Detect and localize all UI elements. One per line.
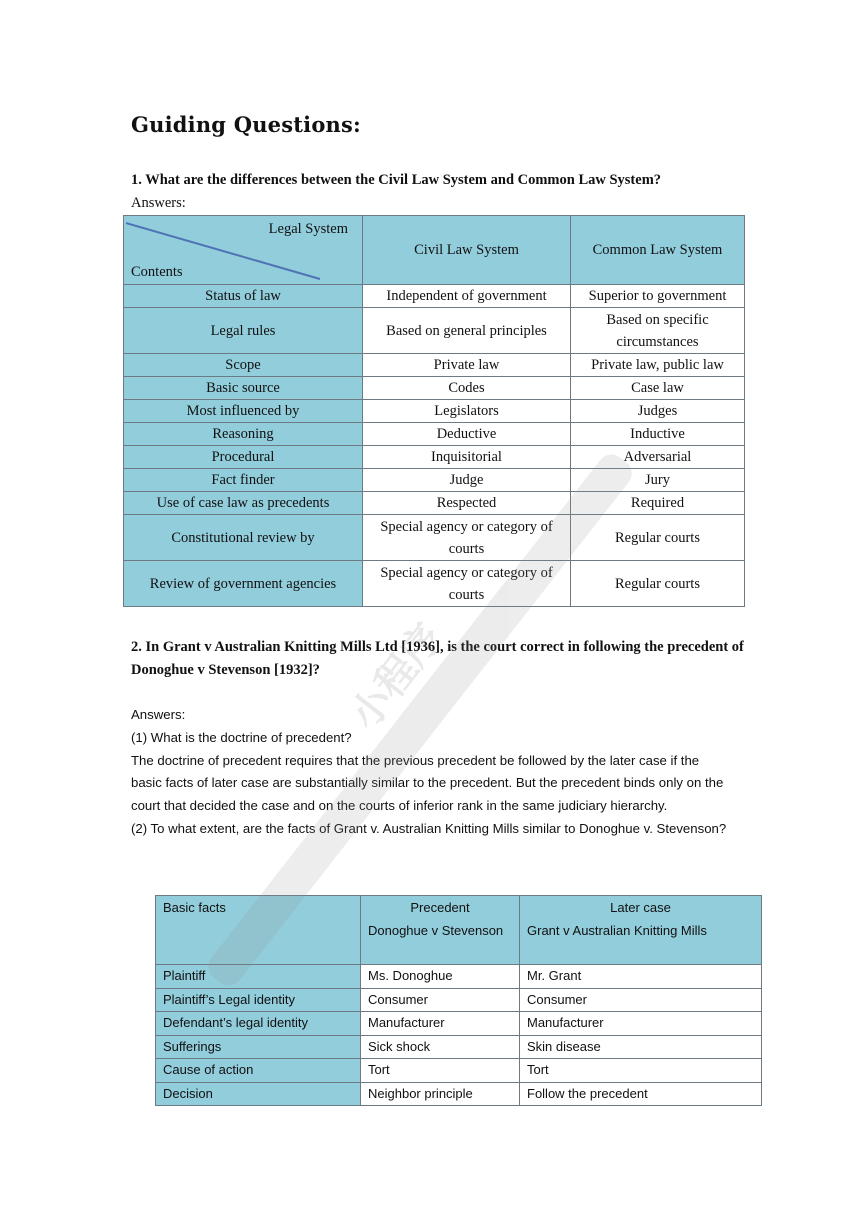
row-label: Legal rules [124,308,363,354]
paragraph-doctrine: The doctrine of precedent requires that the previous precedent be followed by the later case if the basic facts of later case are substantially similar to the precedent. But the precedent binds only on the court that decided the case and on the courts of inferior rank in the same judiciary hierarchy. [131,752,724,814]
precedent-cell: Sick shock [361,1035,520,1059]
row-label: Cause of action [156,1059,361,1083]
precedent-cell: Neighbor principle [361,1082,520,1106]
table-row [124,469,745,492]
precedent-title: Precedent [410,900,470,915]
table-row [156,1059,762,1083]
civil-cell: Special agency or category of courts [363,515,571,561]
subquestion-1: (1) What is the doctrine of precedent? [131,729,352,745]
header-precedent [361,896,520,965]
table-row [124,561,745,607]
table-row [156,1082,762,1106]
row-label: Plaintiff [156,965,361,989]
precedent-cell: Manufacturer [361,1012,520,1036]
table-row [124,354,745,377]
civil-cell: Legislators [363,400,571,423]
common-cell: Regular courts [571,515,745,561]
table-row [156,988,762,1012]
row-label: Basic source [124,377,363,400]
row-label: Defendant’s legal identity [156,1012,361,1036]
common-cell: Adversarial [571,446,745,469]
page-heading: Guiding Questions: [131,112,361,137]
facts-table [155,895,762,1106]
corner-top-label: Legal System [268,221,348,237]
precedent-case: Donoghue v Stevenson [368,922,504,938]
later-cell: Tort [520,1059,762,1083]
later-cell: Follow the precedent [520,1082,762,1106]
row-label: Fact finder [124,469,363,492]
common-cell: Superior to government [571,285,745,308]
answer-2-body [131,704,731,841]
row-label: Reasoning [124,423,363,446]
civil-cell: Inquisitorial [363,446,571,469]
table-row [156,1035,762,1059]
table-row [124,400,745,423]
later-cell: Manufacturer [520,1012,762,1036]
diagonal-header-cell [124,216,363,285]
civil-cell: Based on general principles [363,308,571,354]
corner-bottom-label: Contents [131,264,183,280]
common-cell: Private law, public law [571,354,745,377]
common-cell: Inductive [571,423,745,446]
question-1: 1. What are the differences between the Civil Law System and Common Law System? [131,172,662,188]
header-later-case [520,896,762,965]
common-cell: Judges [571,400,745,423]
comparison-header-row [124,216,745,285]
common-cell: Regular courts [571,561,745,607]
table-row [124,377,745,400]
row-label: Review of government agencies [124,561,363,607]
civil-cell: Private law [363,354,571,377]
question-2: 2. In Grant v Australian Knitting Mills Ltd [1936], is the court correct in following the precedent of Donoghue v Stevenson [1932]? [131,639,744,678]
common-cell: Jury [571,469,745,492]
row-label: Procedural [124,446,363,469]
table-row [156,965,762,989]
subquestion-2: (2) To what extent, are the facts of Grant v. Australian Knitting Mills similar to Donoghue v. Stevenson? [131,820,727,836]
table-row [124,423,745,446]
table-row [156,1012,762,1036]
row-label: Status of law [124,285,363,308]
civil-cell: Codes [363,377,571,400]
table-row [124,492,745,515]
later-cell: Skin disease [520,1035,762,1059]
later-cell: Consumer [520,988,762,1012]
common-cell: Based on specific circumstances [571,308,745,354]
table-row [124,515,745,561]
row-label: Scope [124,354,363,377]
row-label: Sufferings [156,1035,361,1059]
table-row [124,285,745,308]
precedent-cell: Tort [361,1059,520,1083]
table-row [124,308,745,354]
row-label: Constitutional review by [124,515,363,561]
col-header-common: Common Law System [571,216,745,285]
row-label: Use of case law as precedents [124,492,363,515]
comparison-table [123,215,745,607]
civil-cell: Respected [363,492,571,515]
row-label: Decision [156,1082,361,1106]
row-label: Most influenced by [124,400,363,423]
table-row [124,446,745,469]
watermark-text: 小程序 [341,615,452,738]
precedent-cell: Ms. Donoghue [361,965,520,989]
common-cell: Required [571,492,745,515]
civil-cell: Independent of government [363,285,571,308]
col-header-civil: Civil Law System [363,216,571,285]
later-case-name: Grant v Australian Knitting Mills [527,922,707,938]
later-cell: Mr. Grant [520,965,762,989]
civil-cell: Special agency or category of courts [363,561,571,607]
facts-header-row [156,896,762,965]
answers-label-1: Answers: [131,195,186,211]
precedent-cell: Consumer [361,988,520,1012]
header-basic-facts: Basic facts [156,896,361,965]
later-case-title: Later case [610,900,671,915]
row-label: Plaintiff’s Legal identity [156,988,361,1012]
civil-cell: Judge [363,469,571,492]
answers-label-2: Answers: [131,707,186,722]
common-cell: Case law [571,377,745,400]
civil-cell: Deductive [363,423,571,446]
